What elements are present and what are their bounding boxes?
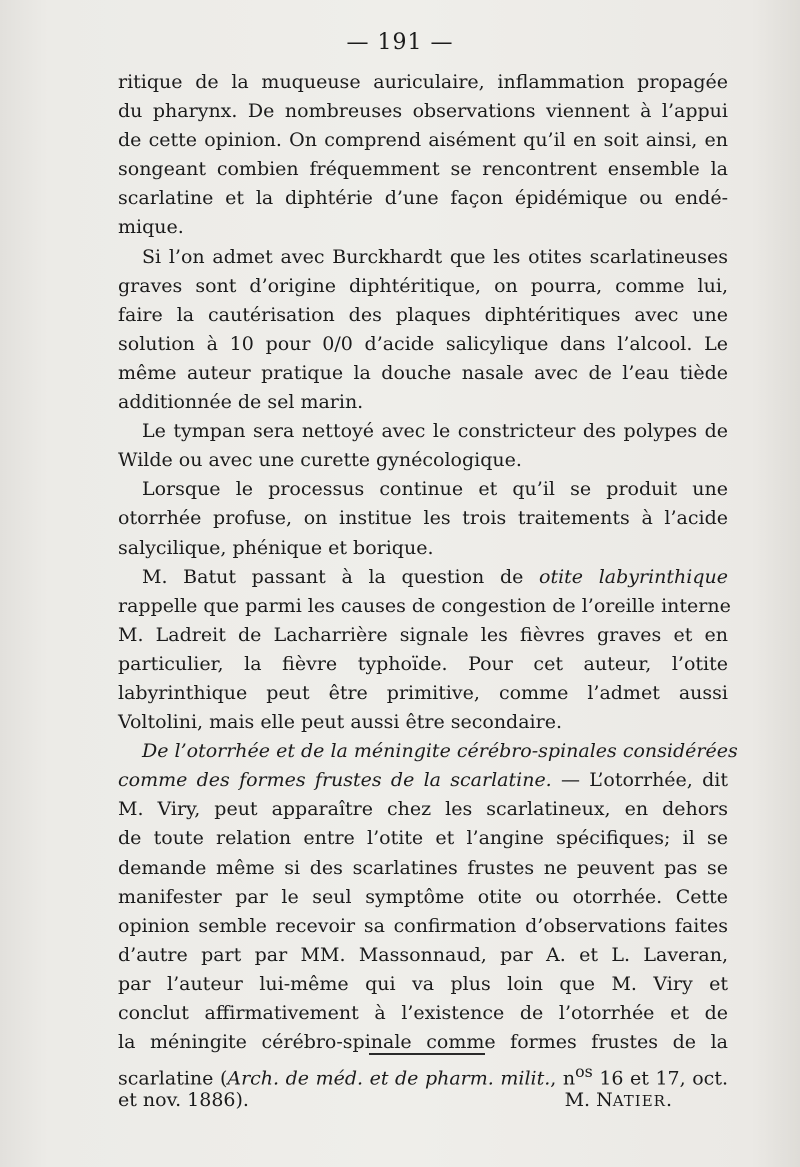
text-line: conclut affirmativement à l’existence de l’otorrhée et de xyxy=(118,1002,728,1024)
text-line: manifester par le seul symptôme otite ou otorrhée. Cette xyxy=(118,885,728,908)
text-line: labyrinthique peut être primitive, comme l’admet aussi xyxy=(118,681,728,704)
text-line xyxy=(118,737,738,766)
text-line: solution à 10 pour 0/0 d’acide salicylique dans l’alcool. Le xyxy=(118,332,728,355)
text-line: otorrhée profuse, on institue les trois traitements à l’acide xyxy=(118,507,728,530)
signature-period: . xyxy=(665,1089,672,1112)
text-line: Wilde ou avec une curette gynécologique. xyxy=(118,449,522,472)
author-signature xyxy=(565,1086,728,1115)
text-run: 16 et 17, oct. xyxy=(592,1067,728,1090)
text-line: opinion semble recevoir sa confirmation d’observations faites xyxy=(118,914,728,937)
text-line: faire la cautérisation des plaques diphtéritiques avec une xyxy=(118,303,728,326)
text-line: Lorsque le processus continue et qu’il se produit une xyxy=(142,478,728,501)
text-line: Le tympan sera nettoyé avec le constricteur des polypes de xyxy=(142,420,728,443)
signature-smallcaps: ATIER xyxy=(612,1092,666,1111)
text-line: du pharynx. De nombreuses observations viennent à l’appui xyxy=(118,100,728,123)
text-line xyxy=(118,766,728,795)
text-line xyxy=(118,563,728,592)
text-run: M. Batut passant à la question de xyxy=(142,565,540,588)
text-run: scarlatine ( xyxy=(118,1067,228,1090)
text-line: de cette opinion. On comprend aisément qu’il en soit ainsi, en xyxy=(118,129,728,152)
text-line: scarlatine et la diphtérie d’une façon épidémique ou endé- xyxy=(118,187,728,210)
text-line: même auteur pratique la douche nasale avec de l’eau tiède xyxy=(118,361,728,384)
text-line: particulier, la fièvre typhoïde. Pour cet auteur, l’otite xyxy=(118,652,728,675)
body-text xyxy=(118,68,738,1115)
text-line xyxy=(118,1057,728,1090)
text-line: de toute relation entre l’otite et l’angine spécifiques; il se xyxy=(118,827,728,850)
superscript: os xyxy=(575,1062,593,1082)
italic-run: De l’otorrhée et de la méningite cérébro-spinales considérées xyxy=(142,740,738,763)
text-run: et nov. 1886). xyxy=(118,1089,249,1112)
text-line: songeant combien fréquemment se rencontrent ensemble la xyxy=(118,158,728,181)
text-line: M. Viry, peut apparaître chez les scarlatineux, en dehors xyxy=(118,798,728,821)
italic-run: comme des formes frustes de la scarlatine. xyxy=(118,769,552,792)
text-line: graves sont d’origine diphtéritique, on pourra, comme lui, xyxy=(118,274,728,297)
text-line: par l’auteur lui-même qui va plus loin que M. Viry et xyxy=(118,972,728,995)
text-line: mique. xyxy=(118,216,184,239)
text-line: demande même si des scarlatines frustes ne peuvent pas se xyxy=(118,856,728,879)
text-run: — L’otorrhée, dit xyxy=(551,769,728,792)
end-rule xyxy=(369,1053,485,1055)
text-line: la méningite cérébro-spinale comme formes frustes de la xyxy=(118,1031,728,1054)
text-line: salycilique, phénique et borique. xyxy=(118,536,434,559)
italic-run: Arch. de méd. et de pharm. milit. xyxy=(227,1067,551,1090)
text-line: Voltolini, mais elle peut aussi être secondaire. xyxy=(118,711,562,734)
italic-run: otite labyrinthique xyxy=(539,565,728,588)
text-line: M. Ladreit de Lacharrière signale les fièvres graves et en xyxy=(118,623,728,646)
text-line: additionnée de sel marin. xyxy=(118,391,364,414)
text-line: ritique de la muqueuse auriculaire, inflammation propagée xyxy=(118,71,728,93)
page-number: — 191 — xyxy=(346,30,454,55)
signoff-line xyxy=(118,1086,728,1115)
signature-initial: M. N xyxy=(564,1089,613,1112)
text-run: , n xyxy=(550,1067,576,1090)
text-line: d’autre part par MM. Massonnaud, par A. et L. Laveran, xyxy=(118,943,728,966)
text-line: Si l’on admet avec Burckhardt que les otites scarlatineuses xyxy=(142,245,728,268)
text-line: rappelle que parmi les causes de congestion de l’oreille interne xyxy=(118,594,731,617)
